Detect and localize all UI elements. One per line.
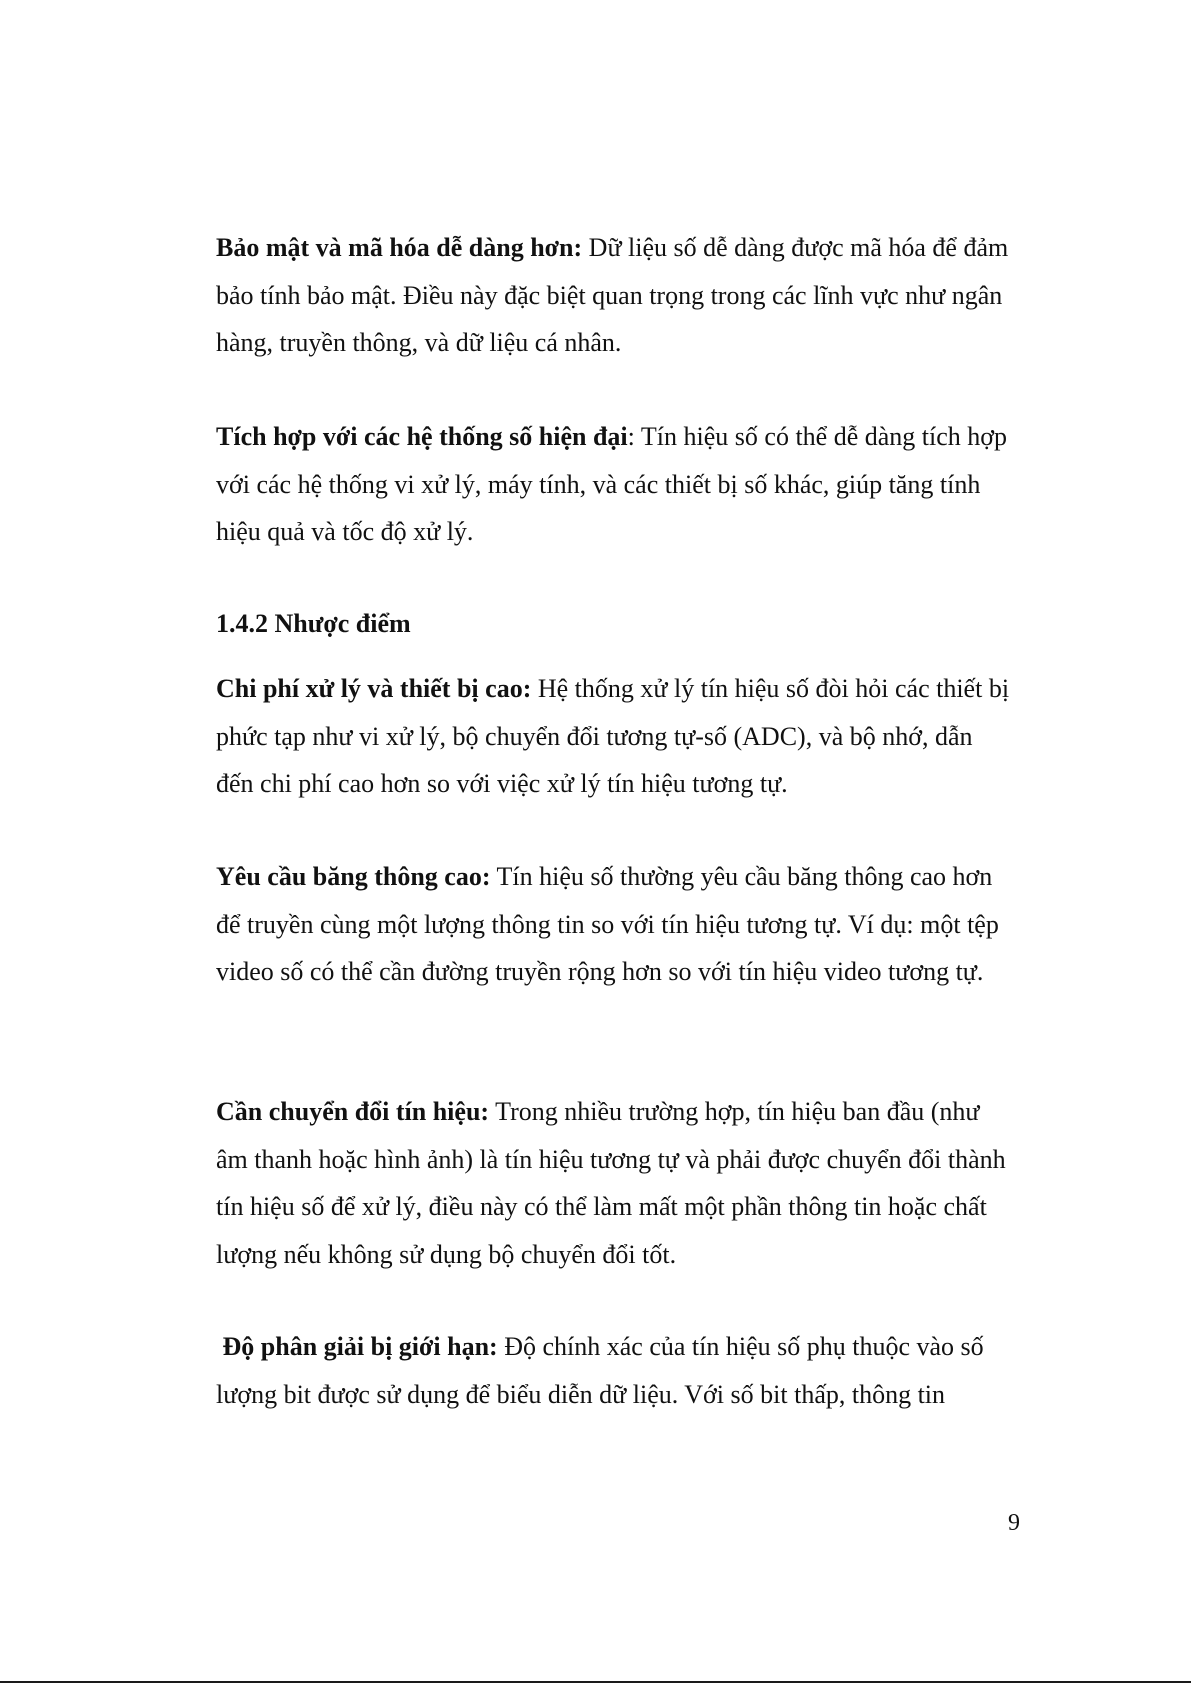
paragraph-security-encryption	[216, 224, 1016, 367]
paragraph-bold-lead: Độ phân giải bị giới hạn:	[216, 1332, 498, 1361]
paragraph-bandwidth	[216, 853, 1016, 996]
paragraph-body: Độ chính xác của tín hiệu số phụ thuộc vào số lượng bit được sử dụng để biểu diễn dữ liệu. Với số bit thấp, thông tin	[216, 1332, 991, 1409]
page-number: 9	[1008, 1510, 1020, 1536]
section-heading: 1.4.2 Nhược điểm	[216, 609, 411, 638]
paragraph-bold-lead: Chi phí xử lý và thiết bị cao:	[216, 674, 532, 703]
bottom-divider	[0, 1681, 1191, 1683]
paragraph-body: Trong nhiều trường hợp, tín hiệu ban đầu (như âm thanh hoặc hình ảnh) là tín hiệu tương tự và phải được chuyển đổi thành tín hiệu số để xử lý, điều này có thể làm mất một phần thông tin hoặc chất lượng nếu không sử dụng bộ chuyển đổi tốt.	[216, 1097, 1006, 1269]
paragraph-bold-lead: Bảo mật và mã hóa dễ dàng hơn:	[216, 233, 583, 262]
paragraph-resolution-limit	[216, 1323, 1016, 1418]
paragraph-body: Hệ thống xử lý tín hiệu số đòi hỏi các thiết bị phức tạp như vi xử lý, bộ chuyển đổi tương tự-số (ADC), và bộ nhớ, dẫn đến chi phí cao hơn so với việc xử lý tín hiệu tương tự.	[216, 674, 1010, 798]
paragraph-body: Tín hiệu số thường yêu cầu băng thông cao hơn để truyền cùng một lượng thông tin so với tín hiệu tương tự. Ví dụ: một tệp video số có thể cần đường truyền rộng hơn so với tín hiệu video tương tự.	[216, 862, 999, 986]
paragraph-body: Dữ liệu số dễ dàng được mã hóa để đảm bảo tính bảo mật. Điều này đặc biệt quan trọng trong các lĩnh vực như ngân hàng, truyền thông, và dữ liệu cá nhân.	[216, 233, 1009, 357]
paragraph-processing-cost	[216, 665, 1016, 808]
paragraph-signal-conversion	[216, 1088, 1016, 1278]
paragraph-body: : Tín hiệu số có thể dễ dàng tích hợp với các hệ thống vi xử lý, máy tính, và các thiết bị số khác, giúp tăng tính hiệu quả và tốc độ xử lý.	[216, 422, 1008, 546]
paragraph-modern-integration	[216, 413, 1016, 556]
paragraph-bold-lead: Tích hợp với các hệ thống số hiện đại	[216, 422, 628, 451]
paragraph-bold-lead: Cần chuyển đổi tín hiệu:	[216, 1097, 490, 1126]
paragraph-bold-lead: Yêu cầu băng thông cao:	[216, 862, 491, 891]
